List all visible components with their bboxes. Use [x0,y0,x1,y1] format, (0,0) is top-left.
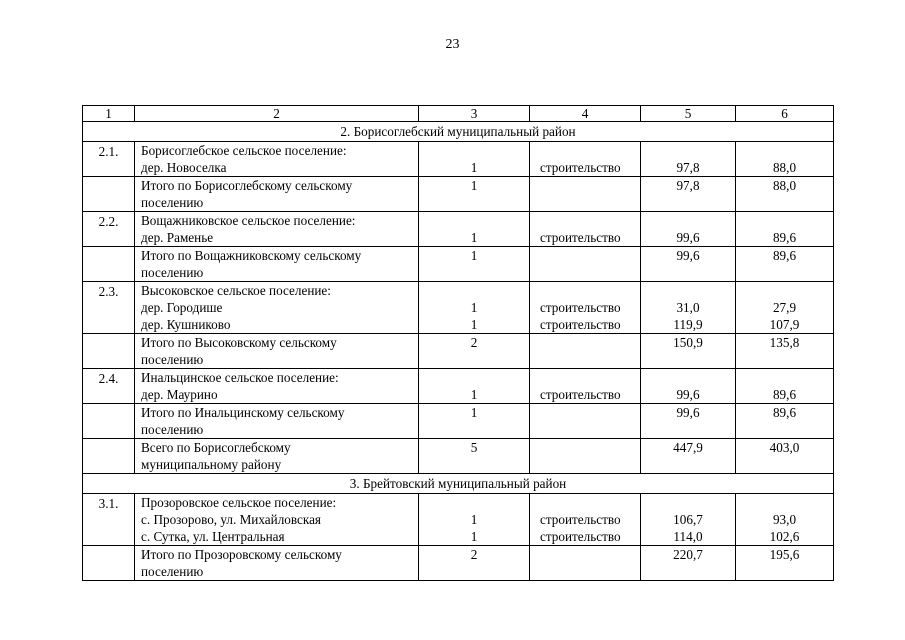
value6-cell: 89,6 [772,405,797,420]
value5-cell: 99,6 [676,405,700,420]
value5-cell: 220,7 [673,547,703,562]
locality-name: дер. Маурино [141,387,218,402]
header-cell: 6 [736,106,834,122]
total-label: Итого по Инальцинскому сельскому [141,405,345,420]
total-label-cont: поселению [141,265,204,280]
count-cell: 1 [470,300,478,315]
settlement-name: Прозоровское сельское поселение: [141,495,337,510]
table-row [83,369,834,404]
settlement-name: Высоковское сельское поселение: [141,283,331,298]
district-total-label-cont: муниципальному району [141,457,282,472]
count-cell: 1 [470,405,478,420]
district-total-label: Всего по Борисоглебскому [141,440,291,455]
value6-cell: 89,6 [772,230,797,245]
type-cell: строительство [540,387,621,402]
count-cell: 1 [470,178,478,193]
value5-cell: 447,9 [673,440,703,455]
type-cell: строительство [540,512,621,527]
total-label: Итого по Высоковскому сельскому [141,335,337,350]
group-number: 2.4. [83,369,135,404]
type-cell: строительство [540,230,621,245]
group-number: 2.2. [83,212,135,247]
count-cell: 2 [470,335,478,350]
value5-cell: 106,7 [673,512,703,527]
locality-name: с. Прозорово, ул. Михайловская [141,512,322,527]
total-row [83,247,834,282]
type-cell: строительство [540,317,621,332]
total-label-cont: поселению [141,422,204,437]
settlement-name: Инальцинское сельское поселение: [141,370,339,385]
section-row [83,122,834,142]
total-row [83,177,834,212]
group-number: 2.3. [83,282,135,334]
value5-cell: 31,0 [676,300,700,315]
locality-name: дер. Раменье [141,230,214,245]
value6-cell: 93,0 [772,512,797,527]
value5-cell: 99,6 [676,230,700,245]
count-cell: 1 [470,529,478,544]
count-cell: 1 [470,387,478,402]
value6-cell: 102,6 [769,529,800,544]
type-cell: строительство [540,160,621,175]
table-row [83,282,834,334]
section-row [83,474,834,494]
count-cell: 1 [470,512,478,527]
count-cell: 5 [470,440,478,455]
settlement-name: Борисоглебское сельское поселение: [141,143,347,158]
value5-cell: 99,6 [676,387,700,402]
section-title: 3. Брейтовский муниципальный район [83,474,834,494]
count-cell: 1 [470,248,478,263]
total-row [83,404,834,439]
type-cell: строительство [540,529,621,544]
table-row [83,212,834,247]
value5-cell: 150,9 [673,335,703,350]
value5-cell: 119,9 [673,317,703,332]
total-label: Итого по Прозоровскому сельскому [141,547,342,562]
value6-cell: 88,0 [772,160,797,175]
value5-cell: 97,8 [676,160,700,175]
total-label: Итого по Вощажниковскому сельскому [141,248,362,263]
count-cell: 2 [470,547,478,562]
value6-cell: 27,9 [772,300,797,315]
value5-cell: 114,0 [673,529,703,544]
type-cell: строительство [540,300,621,315]
locality-name: дер. Новоселка [141,160,227,175]
header-cell: 5 [641,106,736,122]
value6-cell: 107,9 [769,317,800,332]
header-cell: 3 [419,106,530,122]
group-number: 2.1. [83,142,135,177]
table-row [83,494,834,546]
table-header-row [83,106,834,122]
count-cell: 1 [470,230,478,245]
total-label-cont: поселению [141,564,204,579]
value6-cell: 135,8 [769,335,800,350]
settlement-name: Вощажниковское сельское поселение: [141,213,356,228]
section-title: 2. Борисоглебский муниципальный район [83,122,834,142]
value5-cell: 99,6 [676,248,700,263]
locality-name: с. Сутка, ул. Центральная [141,529,285,544]
header-cell: 2 [135,106,419,122]
value5-cell: 97,8 [676,178,700,193]
total-label-cont: поселению [141,195,204,210]
table-row [83,142,834,177]
header-cell: 4 [530,106,641,122]
locality-name: дер. Городише [141,300,223,315]
locality-name: дер. Кушниково [141,317,231,332]
district-total-row [83,439,834,474]
value6-cell: 403,0 [769,440,800,455]
total-label-cont: поселению [141,352,204,367]
page-number: 23 [445,37,460,52]
group-number: 3.1. [83,494,135,546]
value6-cell: 89,6 [772,387,797,402]
count-cell: 1 [470,160,478,175]
value6-cell: 195,6 [769,547,800,562]
total-label: Итого по Борисоглебскому сельскому [141,178,353,193]
value6-cell: 89,6 [772,248,797,263]
total-row [83,334,834,369]
total-row [83,546,834,581]
header-cell: 1 [83,106,135,122]
value6-cell: 88,0 [772,178,797,193]
count-cell: 1 [470,317,478,332]
data-table [82,105,834,581]
